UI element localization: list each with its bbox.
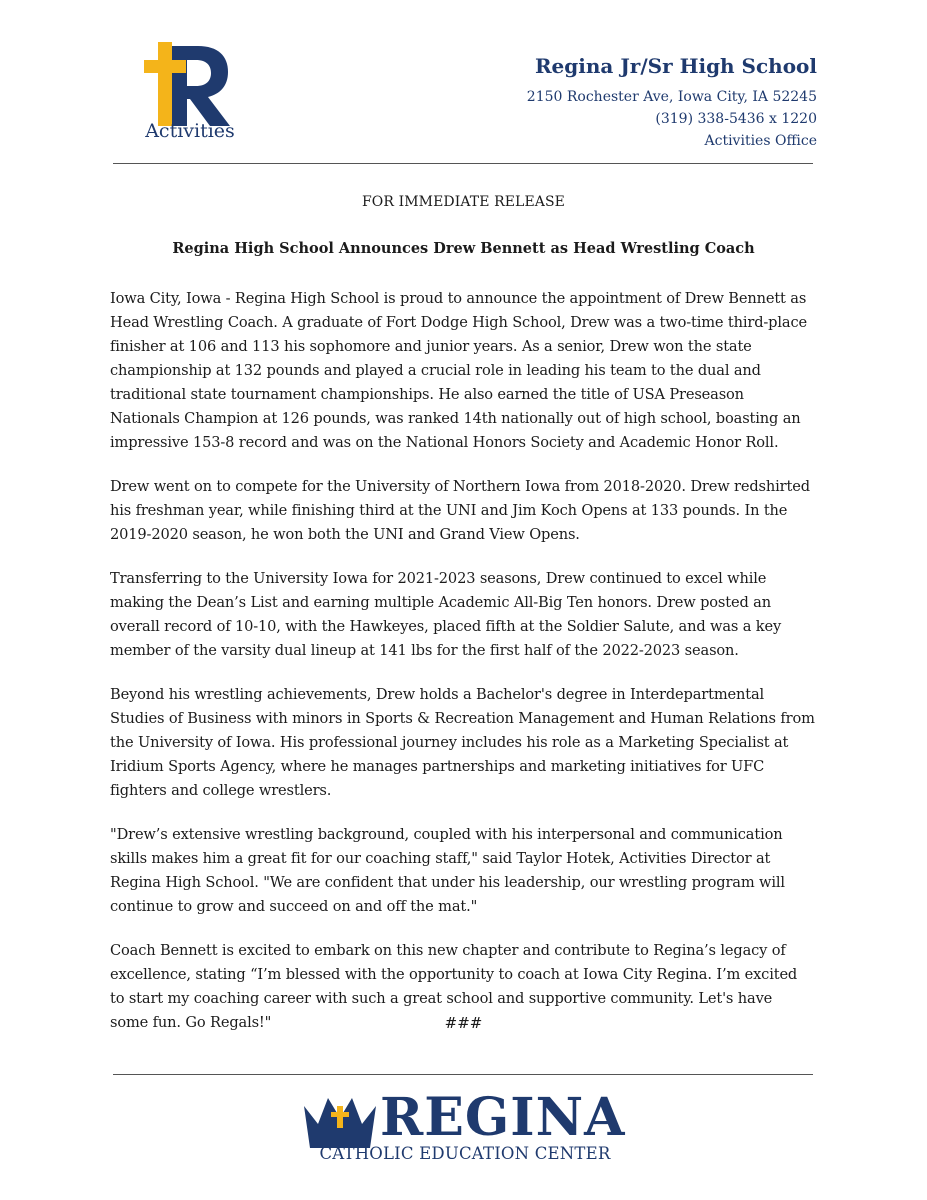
text-line: traditional state tournament championships. He also earned the title of USA Preseason	[110, 386, 744, 403]
text-line: Iowa City, Iowa - Regina High School is proud to announce the appointment of Drew Bennett as	[110, 290, 807, 307]
text-line: Head Wrestling Coach. A graduate of Fort Dodge High School, Drew was a two-time third-place	[110, 314, 807, 331]
text-line: the University of Iowa. His professional journey includes his role as a Marketing Specialist at	[110, 734, 789, 751]
paragraph	[110, 823, 825, 919]
text-line: member of the varsity dual lineup at 141 lbs for the first half of the 2022-2023 season.	[110, 642, 739, 659]
release-label: FOR IMMEDIATE RELEASE	[361, 194, 565, 210]
text-line: Studies of Business with minors in Sports & Recreation Management and Human Relations from	[110, 710, 815, 727]
text-line: Regina High School. "We are confident that under his leadership, our wrestling program will	[110, 874, 785, 891]
text-line: to start my coaching career with such a great school and supportive community. Let's have	[110, 990, 773, 1007]
text-line: impressive 153-8 record and was on the National Honors Society and Academic Honor Roll.	[110, 434, 779, 451]
text-line: his freshman year, while finishing third at the UNI and Jim Koch Opens at 133 pounds. In the	[110, 502, 788, 519]
press-release-headline: Regina High School Announces Drew Bennett as Head Wrestling Coach	[172, 240, 755, 257]
school-name: Regina Jr/Sr High School	[534, 54, 817, 78]
activities-logo	[140, 42, 240, 150]
text-line: 2019-2020 season, he won both the UNI and Grand View Opens.	[110, 526, 580, 543]
text-line: championship at 132 pounds and played a crucial role in leading his team to the dual and	[110, 362, 761, 379]
regina-wordmark: REGINA	[380, 1087, 626, 1148]
paragraph	[110, 287, 825, 455]
crown-icon	[300, 1092, 380, 1152]
footer-divider	[113, 1074, 813, 1075]
text-line: fighters and college wrestlers.	[110, 782, 332, 799]
activities-logo-text: Activities	[145, 120, 235, 142]
school-contact-block	[527, 54, 817, 152]
paragraph	[110, 683, 825, 803]
text-line: finisher at 106 and 113 his sophomore and junior years. As a senior, Drew won the state	[110, 338, 752, 355]
text-line: Nationals Champion at 126 pounds, was ranked 14th nationally out of high school, boasting an	[110, 410, 801, 427]
office-name: Activities Office	[704, 133, 817, 149]
header-divider	[113, 163, 813, 164]
text-line: excellence, stating “I’m blessed with the opportunity to coach at Iowa City Regina. I’m excited	[110, 966, 798, 983]
text-line: Iridium Sports Agency, where he manages partnerships and marketing initiatives for UFC	[110, 758, 765, 775]
paragraph	[110, 567, 825, 663]
regina-subtitle: CATHOLIC EDUCATION CENTER	[319, 1144, 611, 1163]
text-line: making the Dean’s List and earning multiple Academic All-Big Ten honors. Drew posted an	[110, 594, 771, 611]
text-line: "Drew’s extensive wrestling background, coupled with his interpersonal and communication	[110, 826, 783, 843]
text-line: Drew went on to compete for the University of Northern Iowa from 2018-2020. Drew redshirted	[110, 478, 810, 495]
text-line: continue to grow and succeed on and off the mat."	[110, 898, 478, 915]
text-line: overall record of 10-10, with the Hawkeyes, placed fifth at the Soldier Salute, and was a key	[110, 618, 782, 635]
text-line: some fun. Go Regals!"	[110, 1014, 272, 1031]
text-line: Beyond his wrestling achievements, Drew holds a Bachelor's degree in Interdepartmental	[110, 686, 765, 703]
paragraph	[110, 475, 825, 547]
press-release-body	[110, 287, 825, 1055]
school-phone: (319) 338-5436 x 1220	[655, 111, 817, 127]
text-line: Coach Bennett is excited to embark on this new chapter and contribute to Regina’s legacy of	[110, 942, 786, 959]
text-line: Transferring to the University Iowa for 2021-2023 seasons, Drew continued to excel while	[110, 570, 767, 587]
school-address: 2150 Rochester Ave, Iowa City, IA 52245	[526, 89, 817, 105]
end-mark: ###	[444, 1014, 483, 1032]
text-line: skills makes him a great fit for our coaching staff," said Taylor Hotek, Activities Director at	[110, 850, 771, 867]
